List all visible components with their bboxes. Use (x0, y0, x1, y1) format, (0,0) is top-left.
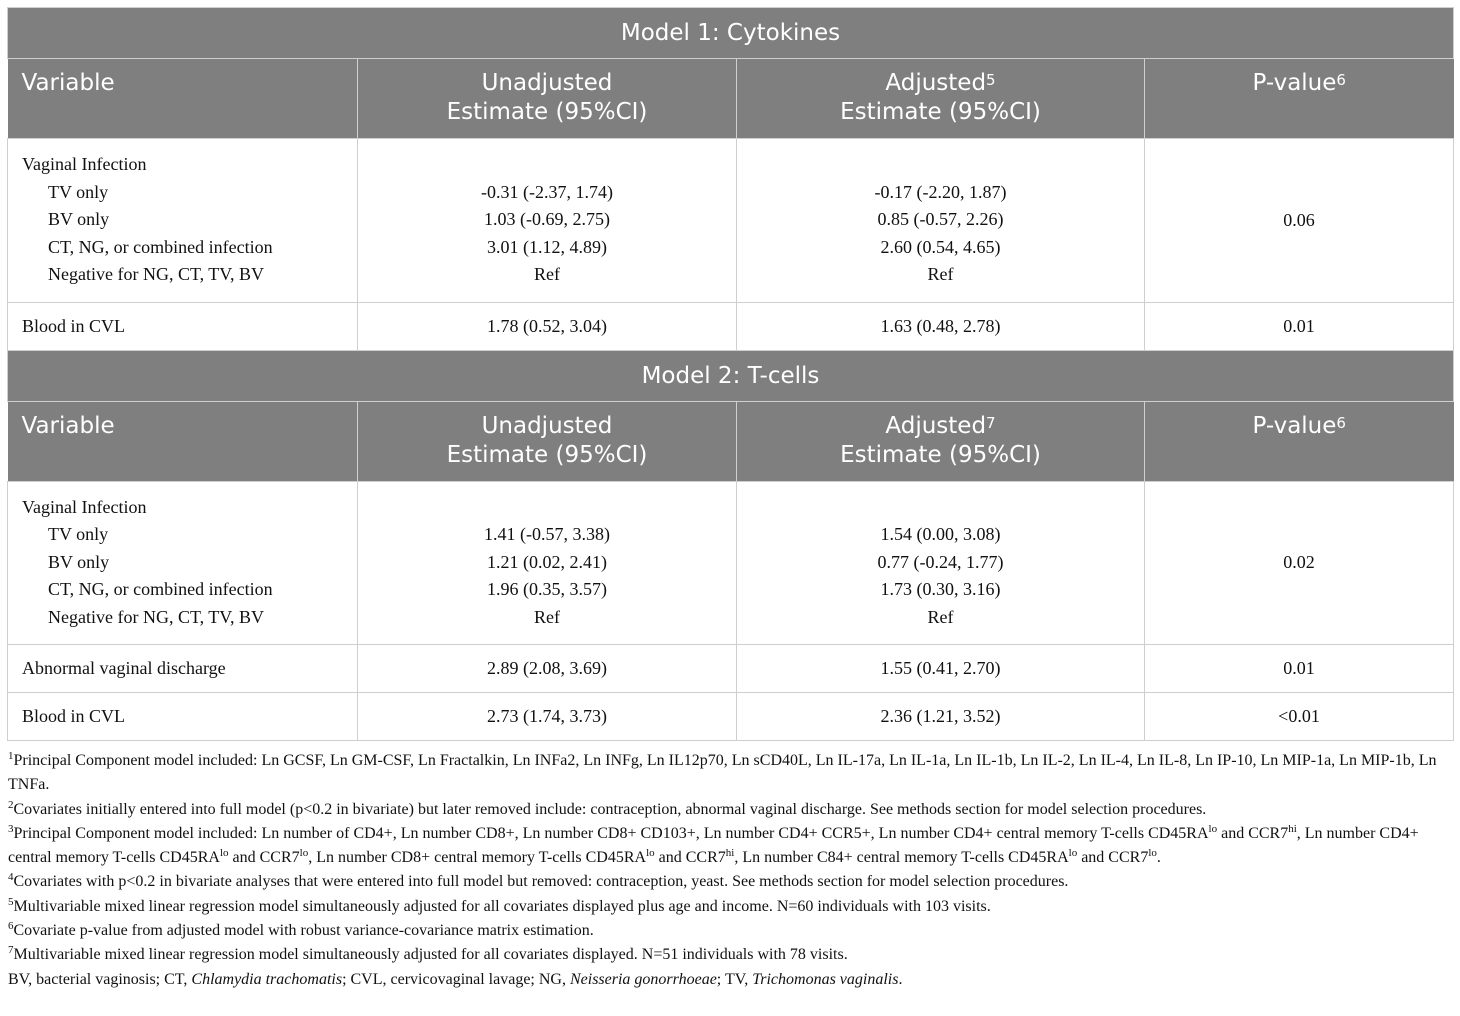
header-adjusted: Adjusted$^5$ Estimate (95%CI) (737, 59, 1145, 139)
regression-table (7, 7, 1454, 741)
pvalue-cell: 0.06 (1145, 139, 1454, 303)
table-row: Blood in CVL 1.78 (0.52, 3.04) 1.63 (0.48, 2.78) 0.01 (8, 302, 1454, 350)
variable-cell (8, 481, 358, 645)
model2-header-row (8, 401, 1454, 481)
model2-title: Model 2: T-cells (8, 350, 1454, 401)
category-label: CT, NG, or combined infection (48, 236, 273, 257)
category-label: Negative for NG, CT, TV, BV (48, 606, 264, 627)
model1-header-row (8, 59, 1454, 139)
footnote-7: $^7$Multivariable mixed linear regression model simultaneously adjusted for all covariates displayed. N=51 individuals with 78 visits. (8, 944, 848, 964)
footnote-mark: 7 (986, 413, 996, 432)
footnote-2: $^2$Covariates initially entered into full model (p<0.2 in bivariate) but later removed include: contraception, abnormal vaginal discharge. See methods section for model selection procedures. (8, 798, 1207, 818)
header-variable: Variable (8, 401, 358, 481)
header-unadjusted: Unadjusted Estimate (95%CI) (358, 401, 737, 481)
footnote-3: $^3$Principal Component model included: Ln number of CD4+, Ln number CD8+, Ln number CD8+ CD103+, Ln number CD4+ CCR5+, Ln number CD4+ central memory T-cells $CD45RA^{lo}$ and $CCR7^{hi}$, Ln number CD4+ central memory T-cells $CD45RA^{lo}$ and $CCR7^{lo}$, Ln number CD8+ central memory T-cells $CD45RA^{lo}$ and $CCR7^{hi}$, Ln number C84+ central memory T-cells $CD45RA^{lo}$ and $CCR7^{lo}$. (8, 822, 1419, 867)
table-row: Blood in CVL 2.73 (1.74, 3.73) 2.36 (1.21, 3.52) <0.01 (8, 693, 1454, 741)
model2-title-row (8, 350, 1454, 401)
header-pvalue: P-value$^6$ (1145, 401, 1454, 481)
category-label: Negative for NG, CT, TV, BV (48, 264, 264, 284)
pvalue-cell: 0.02 (1145, 481, 1454, 645)
header-pvalue: P-value$^6$ (1145, 59, 1454, 139)
category-label: TV only (48, 524, 109, 544)
unadjusted-cell: -0.31 (-2.37, 1.74) 1.03 (-0.69, 2.75) 3.01 (1.12, 4.89) Ref (358, 139, 737, 303)
adjusted-cell: 1.54 (0.00, 3.08) 0.77 (-0.24, 1.77) 1.73 (0.30, 3.16) Ref (737, 481, 1145, 645)
footnote-1: $^1$Principal Component model included: Ln GCSF, Ln GM-CSF, Ln Fractalkin, Ln INFa2, Ln INFg, Ln IL12p70, Ln sCD40L, Ln IL-17a, Ln IL-1a, Ln IL-1b, Ln IL-2, Ln IL-4, Ln IL-8, Ln IP-10, Ln MIP-1a, Ln MIP-1b, Ln TNFa. (8, 750, 1437, 794)
footnotes (7, 749, 1453, 992)
category-label: BV only (48, 551, 110, 572)
header-unadjusted: Unadjusted Estimate (95%CI) (358, 59, 737, 139)
footnote-5: $^5$Multivariable mixed linear regression model simultaneously adjusted for all covariates displayed plus age and income. N=60 individuals with 103 visits. (8, 895, 991, 915)
footnote-6: $^6$Covariate p-value from adjusted model with robust variance-covariance matrix estimation. (8, 920, 594, 940)
adjusted-cell: -0.17 (-2.20, 1.87) 0.85 (-0.57, 2.26) 2.60 (0.54, 4.65) Ref (737, 139, 1145, 303)
abbreviations: BV, bacterial vaginosis; CT, Chlamydia trachomatis; CVL, cervicovaginal lavage; NG, Neisseria gonorrhoeae; TV, Trichomonas vaginalis. (8, 970, 903, 988)
footnote-mark: 5 (986, 71, 996, 89)
category-label: BV only (48, 209, 110, 229)
footnote-mark: 6 (1336, 71, 1346, 89)
variable-cell (8, 139, 358, 303)
table-row: Abnormal vaginal discharge 2.89 (2.08, 3.69) 1.55 (0.41, 2.70) 0.01 (8, 645, 1454, 693)
group-label: Vaginal Infection (22, 496, 147, 517)
category-label: CT, NG, or combined infection (48, 579, 273, 599)
model2-infection-group (8, 481, 1454, 645)
footnote-mark: 6 (1336, 413, 1346, 432)
model1-title-row (8, 8, 1454, 59)
category-label: TV only (48, 181, 109, 202)
header-adjusted: Adjusted$^7$ Estimate (95%CI) (737, 401, 1145, 481)
unadjusted-cell: 1.41 (-0.57, 3.38) 1.21 (0.02, 2.41) 1.96 (0.35, 3.57) Ref (358, 481, 737, 645)
model1-title: Model 1: Cytokines (8, 8, 1454, 59)
model1-infection-group (8, 139, 1454, 303)
regression-table-figure (7, 7, 1453, 992)
footnote-4: $^4$Covariates with p<0.2 in bivariate analyses that were entered into full model but removed: contraception, yeast. See methods section for model selection procedures. (8, 871, 1069, 891)
header-variable: Variable (8, 59, 358, 139)
group-label: Vaginal Infection (22, 154, 147, 174)
